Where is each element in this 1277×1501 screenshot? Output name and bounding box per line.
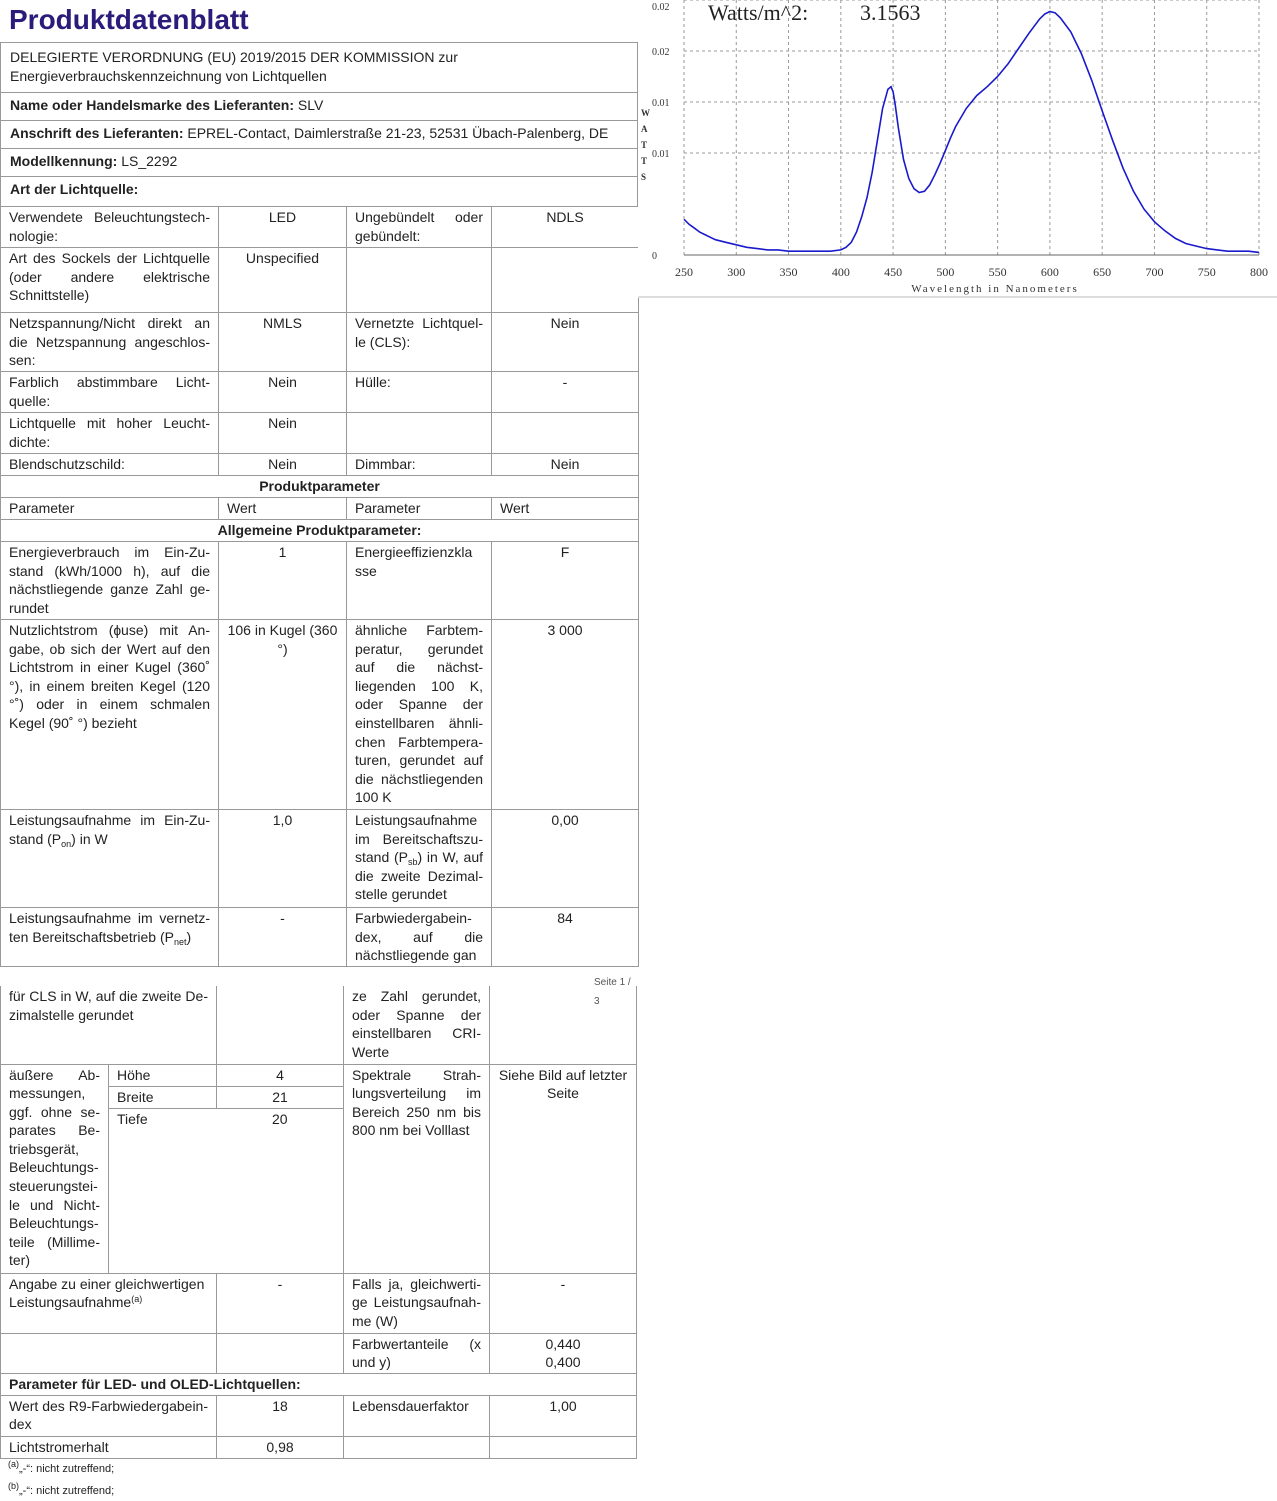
- table-row: [1, 248, 639, 313]
- cri-value: 84: [492, 908, 639, 967]
- table-row: [1, 1373, 637, 1395]
- depth-label: Tiefe: [109, 1108, 217, 1273]
- type-value-cell: Nein: [219, 413, 347, 454]
- footnote-b: $^{(b)}$„-“: nicht zutreffend;: [8, 1481, 115, 1497]
- table-row: [1, 498, 639, 520]
- height-label: Höhe: [109, 1064, 217, 1086]
- type-value-cell: -: [492, 372, 639, 413]
- section-title: Produktparameter: [1, 476, 639, 498]
- type-value-cell: Unspecified: [219, 248, 347, 313]
- regulation-box: [0, 42, 638, 93]
- address-row: [0, 120, 638, 149]
- type-label-cell: Lichtquelle mit hoher Leuchtdichte:: [1, 413, 219, 454]
- y-tick-label: 0.02: [652, 47, 670, 58]
- regulation-text: DELEGIERTE VERORDNUNG (EU) 2019/2015 DER KOMMISSION zur Energieverbrauchskennzeichnung von Lichtquellen: [10, 49, 458, 84]
- x-tick-label: 750: [1197, 265, 1216, 279]
- y-axis-label-char: T: [641, 140, 648, 150]
- energy-label: Energieverbrauch im Ein-Zustand (kWh/1000 h), auf die nächstliegende ganze Zahl gerundet: [1, 542, 219, 620]
- footnote-a: $^{(a)}$„-“: nicht zutreffend;: [8, 1459, 115, 1475]
- address-value: EPREL-Contact, Daimlerstraße 21-23, 52531 Übach-Palenberg, DE: [187, 125, 609, 141]
- table-row: [1, 520, 639, 542]
- type-label-cell: Farblich abstimmbare Lichtquelle:: [1, 372, 219, 413]
- x-tick-label: 800: [1250, 265, 1268, 279]
- chart-total-value: 3.1563: [860, 0, 921, 25]
- type-value-cell: NMLS: [219, 313, 347, 372]
- table-row: [1, 454, 639, 476]
- table-row: [1, 1436, 637, 1458]
- column-header: Parameter: [347, 498, 492, 520]
- cri-label-continued: ze Zahl gerundet, oder Spanne der einstellbaren CRI-Werte: [344, 986, 490, 1064]
- pon-value: 1,0: [219, 810, 347, 908]
- spd-label: Spektrale Strahlungsverteilung im Bereich 250 nm bis 800 nm bei Volllast: [344, 1064, 490, 1273]
- type-label-cell: Netzspannung/Nicht direkt an die Netzspannung angeschlossen:: [1, 313, 219, 372]
- y-axis-label-char: W: [641, 108, 650, 118]
- spectrum-chart: [638, 0, 1277, 298]
- type-label-cell: [347, 248, 492, 313]
- type-table: [0, 206, 639, 476]
- table-row: [1, 986, 637, 1064]
- table-row: [1, 810, 639, 908]
- empty-cell: [217, 986, 344, 1064]
- type-label: Art der Lichtquelle:: [10, 181, 139, 197]
- cri-label: Farbwiedergabeindex, auf die nächstliegende gan: [347, 908, 492, 967]
- empty-cell: [490, 986, 637, 1064]
- page-number: Seite 1 / 3: [594, 977, 631, 1007]
- efficiency-value: F: [492, 542, 639, 620]
- x-tick-label: 350: [779, 265, 798, 279]
- spd-value: Siehe Bild auf letzter Seite: [490, 1064, 637, 1273]
- equivalent-power-value: -: [490, 1273, 637, 1333]
- table-row: [1, 908, 639, 967]
- chromaticity-value: 0,440 0,400: [490, 1333, 637, 1373]
- equivalent-label: Angabe zu einer gleichwertigen Leistungsaufnahme$^{(a)}$: [1, 1273, 217, 1333]
- equivalent-power-label: Falls ja, gleichwertige Leistungsaufnahme (W): [344, 1273, 490, 1333]
- x-tick-label: 700: [1145, 265, 1164, 279]
- type-value-cell: [492, 413, 639, 454]
- model-label: Modellkennung:: [10, 153, 118, 169]
- x-tick-label: 500: [936, 265, 955, 279]
- r9-label: Wert des R9-Farbwiedergabeindex: [1, 1395, 217, 1436]
- energy-value: 1: [219, 542, 347, 620]
- x-tick-label: 400: [831, 265, 850, 279]
- table-row: [1, 1333, 637, 1373]
- efficiency-label: Energieeffizienzklasse: [347, 542, 492, 620]
- column-header: Wert: [492, 498, 639, 520]
- type-label-cell: Blendschutzschild:: [1, 454, 219, 476]
- address-label: Anschrift des Lieferanten:: [10, 125, 184, 141]
- pnet-value: -: [219, 908, 347, 967]
- cct-label: ähnliche Farbtemperatur, gerundet auf die nächstliegenden 100 K, oder Spanne der einstellbaren ähnlichen Farbtemperaturen, gerundet auf die nächstliegenden 100 K: [347, 620, 492, 810]
- maintenance-label: Lichtstromerhalt: [1, 1436, 217, 1458]
- maintenance-value: 0,98: [217, 1436, 344, 1458]
- table-row: [1, 1395, 637, 1436]
- table-row: [1, 413, 639, 454]
- table-row: [1, 313, 639, 372]
- spectrum-svg: [638, 0, 1277, 298]
- y-tick-label: 0.01: [652, 98, 670, 109]
- type-label-cell: Dimmbar:: [347, 454, 492, 476]
- y-axis-label-char: T: [641, 156, 648, 166]
- chromaticity-label: Farbwertanteile (x und y): [344, 1333, 490, 1373]
- r9-value: 18: [217, 1395, 344, 1436]
- type-value-cell: Nein: [219, 454, 347, 476]
- type-value-cell: LED: [219, 207, 347, 248]
- pon-label: Leistungsaufnahme im Ein-Zustand $(P_{on})$ in W: [1, 810, 219, 908]
- table-row: [1, 1273, 637, 1333]
- pnet-label-continued: für CLS in W, auf die zweite Dezimalstelle gerundet: [1, 986, 217, 1064]
- type-value-cell: Nein: [492, 313, 639, 372]
- led-section-title: Parameter für LED- und OLED-Lichtquellen:: [1, 1373, 637, 1395]
- dimensions-label: äußere Abmessungen, ggf. ohne separates Betriebsgerät, Beleuchtungssteuerungsteile und Nicht-Beleuchtungsteile (Millimeter): [1, 1064, 109, 1273]
- type-heading-row: [0, 176, 638, 207]
- table-row: [1, 372, 639, 413]
- empty-cell: [344, 1436, 490, 1458]
- table-row: [1, 1064, 637, 1086]
- column-header: Parameter: [1, 498, 219, 520]
- width-value: 21: [217, 1086, 344, 1108]
- table-row: [1, 542, 639, 620]
- height-value: 4: [217, 1064, 344, 1086]
- column-header: Wert: [219, 498, 347, 520]
- y-axis-label-char: A: [641, 124, 648, 134]
- table-row: [1, 207, 639, 248]
- flux-value: 106 in Kugel (360 °): [219, 620, 347, 810]
- lifetime-label: Lebensdauerfaktor: [344, 1395, 490, 1436]
- type-label-cell: Verwendete Beleuchtungstechnologie:: [1, 207, 219, 248]
- y-tick-label: 0.02: [652, 2, 670, 13]
- type-value-cell: Nein: [492, 454, 639, 476]
- type-label-cell: Hülle:: [347, 372, 492, 413]
- page-title: Produktdatenblatt: [9, 4, 249, 35]
- table-row: [1, 476, 639, 498]
- depth-value: 20: [217, 1108, 344, 1273]
- empty-cell: [217, 1333, 344, 1373]
- type-label-cell: [347, 413, 492, 454]
- empty-cell: [1, 1333, 217, 1373]
- width-label: Breite: [109, 1086, 217, 1108]
- lifetime-value: 1,00: [490, 1395, 637, 1436]
- params-table-continued: [0, 986, 637, 1459]
- table-row: [1, 620, 639, 810]
- general-title: Allgemeine Produktparameter:: [1, 520, 639, 542]
- supplier-value: SLV: [297, 97, 324, 113]
- psb-value: 0,00: [492, 810, 639, 908]
- x-tick-label: 300: [727, 265, 746, 279]
- type-label-cell: Ungebündelt oder gebündelt:: [347, 207, 492, 248]
- supplier-label: Name oder Handelsmarke des Lieferanten:: [10, 97, 294, 113]
- y-axis-label-char: S: [641, 172, 647, 182]
- y-tick-label: 0.01: [652, 149, 670, 160]
- type-value-cell: [492, 248, 639, 313]
- pnet-label: Leistungsaufnahme im vernetzten Bereitschaftsbetrieb $(P_{net})$: [1, 908, 219, 967]
- params-table: [0, 475, 639, 967]
- chart-title: Watts/m^2:: [708, 0, 809, 25]
- x-axis-label: Wavelength in Nanometers: [911, 283, 1079, 295]
- psb-label: Leistungsaufnahme im Bereitschaftszustand $(P_{sb})$ in W, auf die zweite Dezimalstelle gerundet: [347, 810, 492, 908]
- type-label-cell: Vernetzte Lichtquelle (CLS):: [347, 313, 492, 372]
- flux-label: Nutzlichtstrom (ɸuse) mit Angabe, ob sich der Wert auf den Lichtstrom in einer Kugel (360˚ °), in einem breiten Kegel (120 °˚) oder in einem schmalen Kegel (90˚ °) bezieht: [1, 620, 219, 810]
- x-tick-label: 250: [675, 265, 693, 279]
- type-value-cell: Nein: [219, 372, 347, 413]
- cct-value: 3 000: [492, 620, 639, 810]
- model-row: [0, 148, 638, 177]
- x-tick-label: 600: [1040, 265, 1059, 279]
- x-tick-label: 650: [1093, 265, 1112, 279]
- supplier-row: [0, 92, 638, 121]
- equivalent-value: -: [217, 1273, 344, 1333]
- type-value-cell: NDLS: [492, 207, 639, 248]
- y-tick-label: 0: [652, 251, 657, 262]
- x-tick-label: 450: [884, 265, 903, 279]
- empty-cell: [490, 1436, 637, 1458]
- type-label-cell: Art des Sockels der Lichtquelle (oder andere elektrische Schnittstelle): [1, 248, 219, 313]
- x-tick-label: 550: [988, 265, 1007, 279]
- model-value: LS_2292: [121, 153, 178, 169]
